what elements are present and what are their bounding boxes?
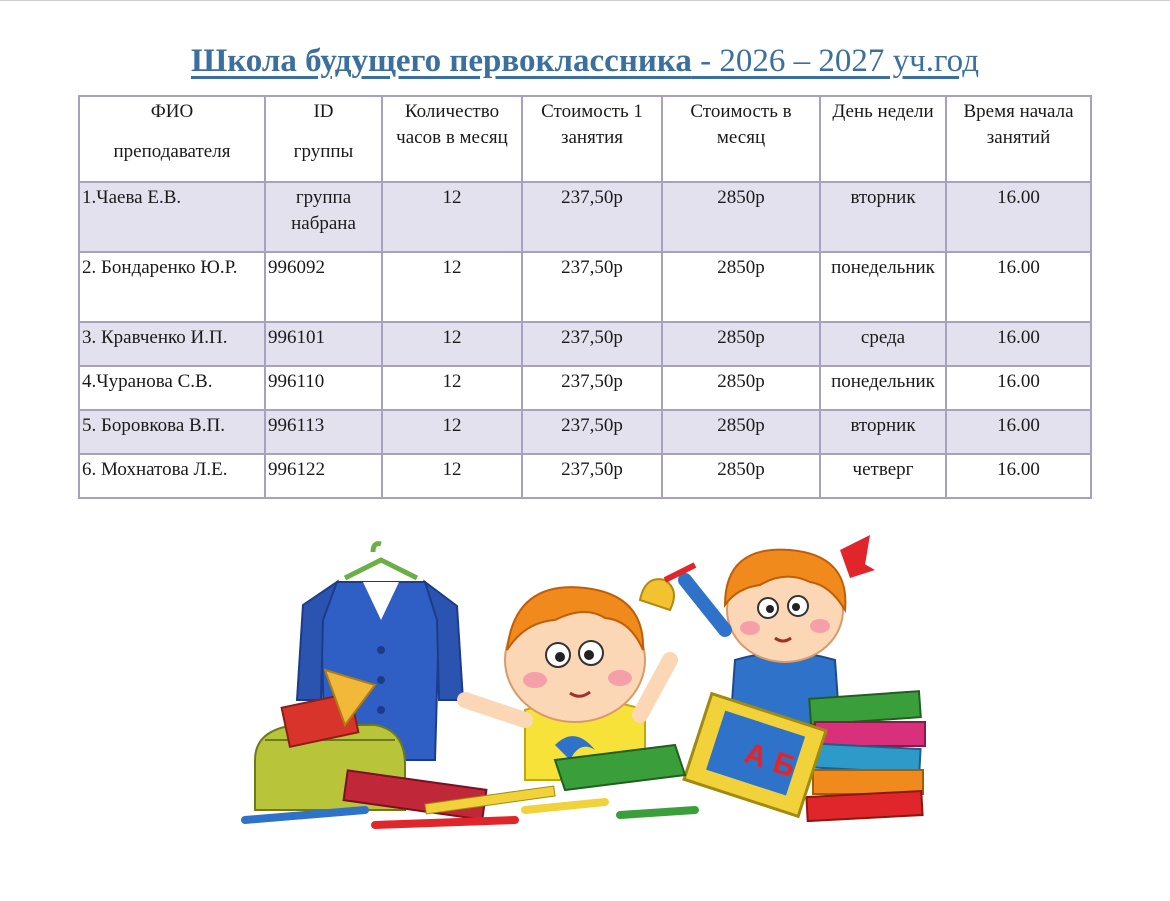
cell-price-lesson: 237,50р — [522, 410, 662, 454]
cell-weekday: понедельник — [820, 252, 946, 322]
table-row — [79, 322, 1091, 366]
cell-teacher: 4.Чуранова С.В. — [79, 366, 265, 410]
table-row — [79, 410, 1091, 454]
cell-start-time: 16.00 — [946, 366, 1091, 410]
cell-hours: 12 — [382, 252, 522, 322]
cell-hours: 12 — [382, 182, 522, 252]
cell-start-time: 16.00 — [946, 182, 1091, 252]
header-teacher — [79, 96, 265, 182]
header-teacher-line1: ФИО — [150, 101, 194, 122]
cell-hours: 12 — [382, 366, 522, 410]
cell-teacher: 3. Кравченко И.П. — [79, 322, 265, 366]
schedule-table — [78, 95, 1092, 499]
school-kids-illustration — [225, 510, 945, 850]
cell-teacher: 5. Боровкова В.П. — [79, 410, 265, 454]
cell-teacher: 1.Чаева Е.В. — [79, 182, 265, 252]
header-group-id-line1: ID — [313, 101, 334, 122]
cell-price-month: 2850р — [662, 182, 820, 252]
table-row — [79, 182, 1091, 252]
table-row — [79, 454, 1091, 498]
cell-price-month: 2850р — [662, 410, 820, 454]
abc-book-letters: А Б — [740, 736, 800, 785]
cell-price-month: 2850р — [662, 252, 820, 322]
page-title-main: Школа будущего первоклассника — [190, 43, 692, 79]
cell-group-id: группа набрана — [265, 182, 382, 252]
cell-group-id: 996110 — [265, 366, 382, 410]
header-group-id-line2: группы — [293, 141, 354, 162]
header-weekday: День недели — [820, 96, 946, 182]
cell-price-month: 2850р — [662, 454, 820, 498]
table-row — [79, 252, 1091, 322]
header-price-month: Стоимость в месяц — [662, 96, 820, 182]
cell-group-id: 996092 — [265, 252, 382, 322]
cell-teacher: 2. Бондаренко Ю.Р. — [79, 252, 265, 322]
cell-price-lesson: 237,50р — [522, 252, 662, 322]
header-start-time: Время начала занятий — [946, 96, 1091, 182]
cell-weekday: понедельник — [820, 366, 946, 410]
cell-start-time: 16.00 — [946, 454, 1091, 498]
header-group-id — [265, 96, 382, 182]
cell-start-time: 16.00 — [946, 252, 1091, 322]
header-hours: Количество часов в месяц — [382, 96, 522, 182]
cell-price-lesson: 237,50р — [522, 454, 662, 498]
cell-price-lesson: 237,50р — [522, 366, 662, 410]
header-price-lesson: Стоимость 1 занятия — [522, 96, 662, 182]
cell-weekday: вторник — [820, 182, 946, 252]
cell-hours: 12 — [382, 454, 522, 498]
page-title — [0, 38, 1170, 84]
cell-start-time: 16.00 — [946, 410, 1091, 454]
cell-weekday: вторник — [820, 410, 946, 454]
cell-price-lesson: 237,50р — [522, 322, 662, 366]
cell-group-id: 996122 — [265, 454, 382, 498]
cell-price-month: 2850р — [662, 322, 820, 366]
table-row — [79, 366, 1091, 410]
cell-weekday: четверг — [820, 454, 946, 498]
cell-hours: 12 — [382, 322, 522, 366]
cell-group-id: 996101 — [265, 322, 382, 366]
cell-price-month: 2850р — [662, 366, 820, 410]
cell-weekday: среда — [820, 322, 946, 366]
top-rule — [0, 0, 1170, 1]
cell-price-lesson: 237,50р — [522, 182, 662, 252]
cell-start-time: 16.00 — [946, 322, 1091, 366]
table-header-row — [79, 96, 1091, 182]
cell-group-id: 996113 — [265, 410, 382, 454]
page-title-year: - 2026 – 2027 уч.год — [691, 43, 980, 79]
header-teacher-line2: преподавателя — [113, 141, 231, 162]
cell-teacher: 6. Мохнатова Л.Е. — [79, 454, 265, 498]
cell-hours: 12 — [382, 410, 522, 454]
